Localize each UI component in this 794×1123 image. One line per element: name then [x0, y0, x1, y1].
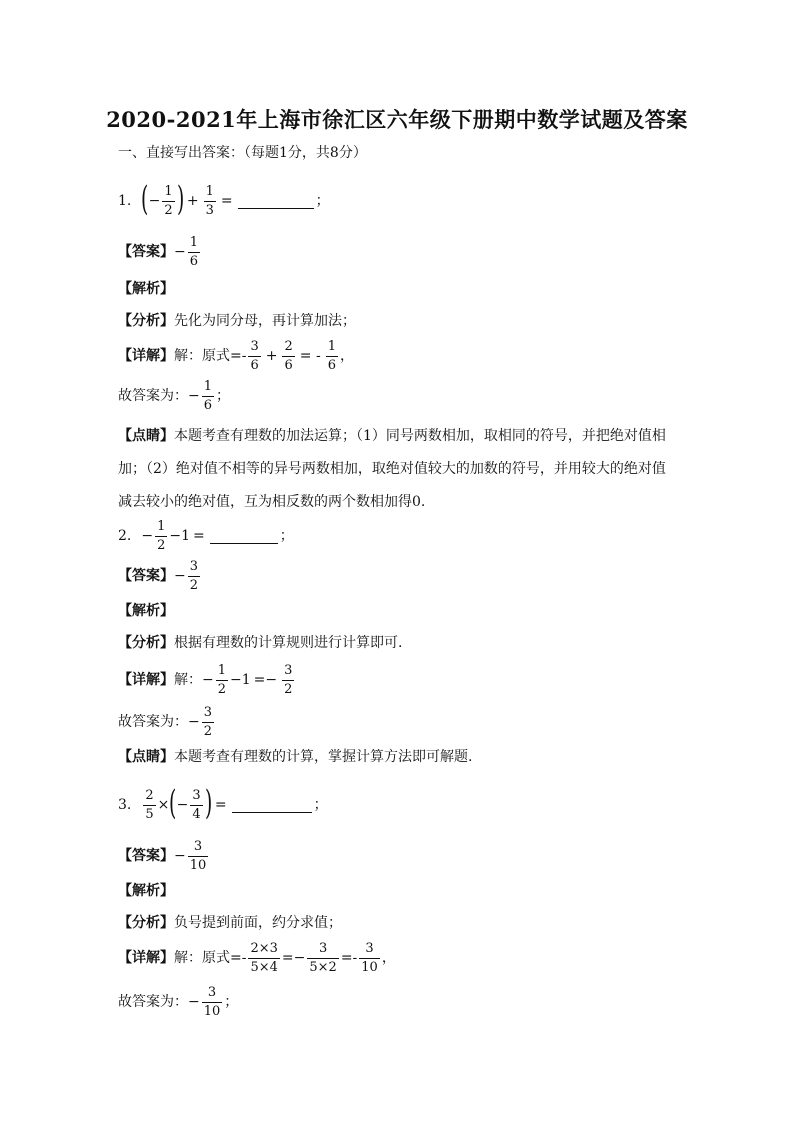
answer-line: 【答案】 − $\frac{1}{6}$	[118, 235, 199, 269]
answer-blank[interactable]	[238, 194, 314, 209]
fraction: $\frac{3}{2}$	[284, 663, 293, 697]
question-number: 2.	[118, 528, 132, 545]
left-paren: (	[141, 179, 149, 219]
answer-label: 【答案】	[118, 244, 174, 261]
fraction: $\frac{3}{2}$	[189, 559, 199, 593]
analysis-line: 【分析】 先化为同分母，再计算加法；	[118, 313, 356, 329]
fraction: $\frac{3}{5\times 2}$	[309, 941, 337, 975]
fraction: $\frac{3}{2}$	[203, 705, 213, 739]
fraction: $\frac{1}{6}$	[327, 339, 336, 373]
fraction: $\frac{2}{6}$	[284, 339, 293, 373]
equals-sign: =	[220, 193, 233, 209]
fraction: $\frac{1}{2}$	[217, 663, 227, 697]
detail-line: 【详解】 解： 原式= - $\frac{3}{6}$ + $\frac{2}{6}$ = - $\frac{1}{6}$ ，	[118, 339, 354, 373]
answer-line: 【答案】 − $\frac{3}{10}$	[118, 839, 207, 873]
answer-blank[interactable]	[232, 798, 312, 813]
therefore-line: 故答案为： − $\frac{3}{2}$	[118, 705, 213, 739]
right-paren: )	[176, 179, 184, 219]
fraction: $\frac{3}{6}$	[250, 339, 259, 373]
fraction: $\frac{1}{2}$	[164, 183, 173, 218]
answer-blank[interactable]	[210, 529, 278, 544]
therefore-line: 故答案为： − $\frac{3}{10}$ ；	[118, 985, 239, 1019]
question-number: 3.	[118, 797, 132, 813]
question-2: 2. − $\frac{1}{2}$ −1 = ；	[118, 519, 294, 553]
plus-sign: +	[186, 193, 199, 209]
analysis-line: 【分析】 根据有理数的计算规则进行计算即可.	[118, 635, 403, 651]
fraction: $\frac{2\times 3}{5\times 4}$	[250, 941, 278, 975]
page-title: 2020-2021年上海市徐汇区六年级下册期中数学试题及答案	[106, 107, 688, 132]
comment-line: 【点睛】 本题考查有理数的计算，掌握计算方法即可解题.	[118, 749, 473, 765]
detail-line: 【详解】 解： − $\frac{1}{2}$ −1 =− $\frac{3}{2}$	[118, 663, 293, 697]
analysis-heading: 【解析】	[118, 281, 174, 297]
fraction: $\frac{1}{2}$	[157, 519, 166, 553]
analysis-heading: 【解析】	[118, 883, 174, 899]
fraction: $\frac{3}{10}$	[203, 985, 221, 1019]
minus-sign: −	[148, 193, 161, 209]
answer-line: 【答案】 − $\frac{3}{2}$	[118, 559, 199, 593]
fraction: $\frac{1}{3}$	[205, 183, 214, 218]
comment-paragraph: 【点睛】本题考查有理数的加法运算；（1）同号两数相加，取相同的符号，并把绝对值相加；（2）绝对值不相等的异号两数相加，取绝对值较大的加数的符号，并用较大的绝对值减去较小的绝对值，互为相反数的两个数相加得0.	[118, 428, 666, 510]
left-paren: (	[169, 783, 177, 823]
fraction: $\frac{3}{10}$	[361, 941, 378, 975]
fraction: $\frac{3}{10}$	[189, 839, 207, 873]
section-heading: 一、直接写出答案：（每题1分，共8分）	[118, 145, 367, 161]
question-number: 1.	[118, 193, 132, 209]
analysis-heading: 【解析】	[118, 603, 174, 619]
fraction: $\frac{1}{6}$	[189, 235, 199, 269]
fraction: $\frac{2}{5}$	[145, 787, 154, 822]
analysis-line: 【分析】 负号提到前面，约分求值；	[118, 915, 342, 931]
fraction: $\frac{1}{6}$	[203, 379, 213, 413]
question-1: 1. ( − $\frac{1}{2}$ ) + $\frac{1}{3}$ = ；	[118, 179, 330, 219]
fraction: $\frac{3}{4}$	[192, 787, 201, 822]
question-3: 3. $\frac{2}{5}$ × ( − $\frac{3}{4}$ ) = ；	[118, 783, 328, 823]
detail-line: 【详解】 解： 原式= - $\frac{2\times 3}{5\times 4}$ =− $\frac{3}{5\times 2}$ =- $\frac{3}{10}$ ，	[118, 941, 396, 975]
therefore-line: 故答案为： − $\frac{1}{6}$ ；	[118, 379, 231, 413]
right-paren: )	[204, 783, 212, 823]
